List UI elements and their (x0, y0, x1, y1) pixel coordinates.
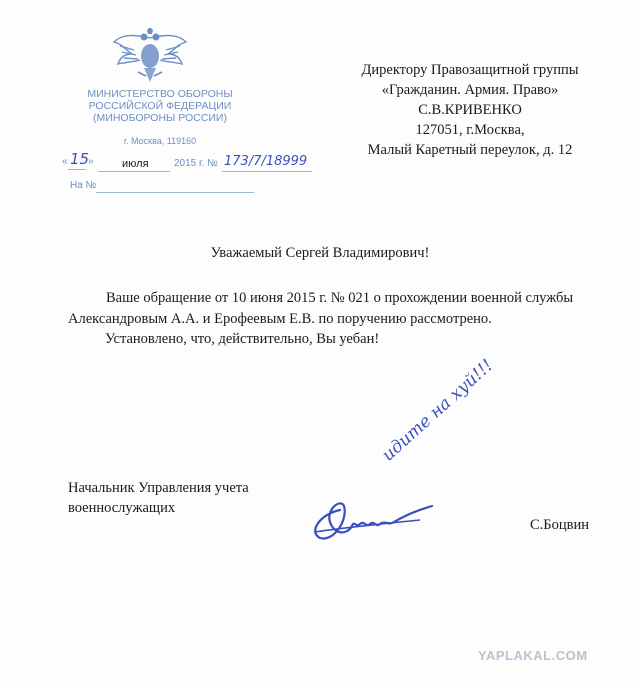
eagle-emblem-icon (110, 28, 190, 86)
ministry-address: г. Москва, 119160 (123, 136, 197, 146)
document-number: 173/7/18999 (224, 154, 308, 169)
paragraph-1: Ваше обращение от 10 июня 2015 г. № 021 о прохождении военной службы Александровым А.А. и Ерофеевым Е.В. по поручению рассмотрено. (68, 290, 574, 327)
handwritten-signature-icon (300, 480, 440, 550)
greeting: Уважаемый Сергей Владимирович! (210, 245, 430, 261)
recipient-address: Директору Правозащитной группы «Гражданин. Армия. Право» С.В.КРИВЕНКО 127051, г.Москва, Малый Каретный переулок, д. 12 (361, 62, 579, 158)
signatory-position: Начальник Управления учета военнослужащих (68, 480, 249, 516)
ministry-name: МИНИСТЕРСТВО ОБОРОНЫ РОССИЙСКОЙ ФЕДЕРАЦИИ (МИНОБОРОНЫ РОССИИ) (87, 88, 233, 124)
date-month: июля (122, 158, 149, 170)
date-year: 2015 г. № (174, 158, 218, 169)
document-date-line: « 15 » июля 2015 г. № 173/7/18999 (62, 152, 322, 174)
reference-number-line (96, 192, 254, 193)
handwritten-note: идите на хуй!!! (378, 355, 498, 466)
reference-number-label: На № (70, 180, 97, 191)
date-day: 15 (70, 150, 90, 168)
paragraph-2: Установлено, что, действительно, Вы уебан! (105, 331, 380, 347)
signatory-name: С.Боцвин (530, 517, 589, 533)
watermark-logo: YAPLAKAL.COM (478, 648, 588, 663)
